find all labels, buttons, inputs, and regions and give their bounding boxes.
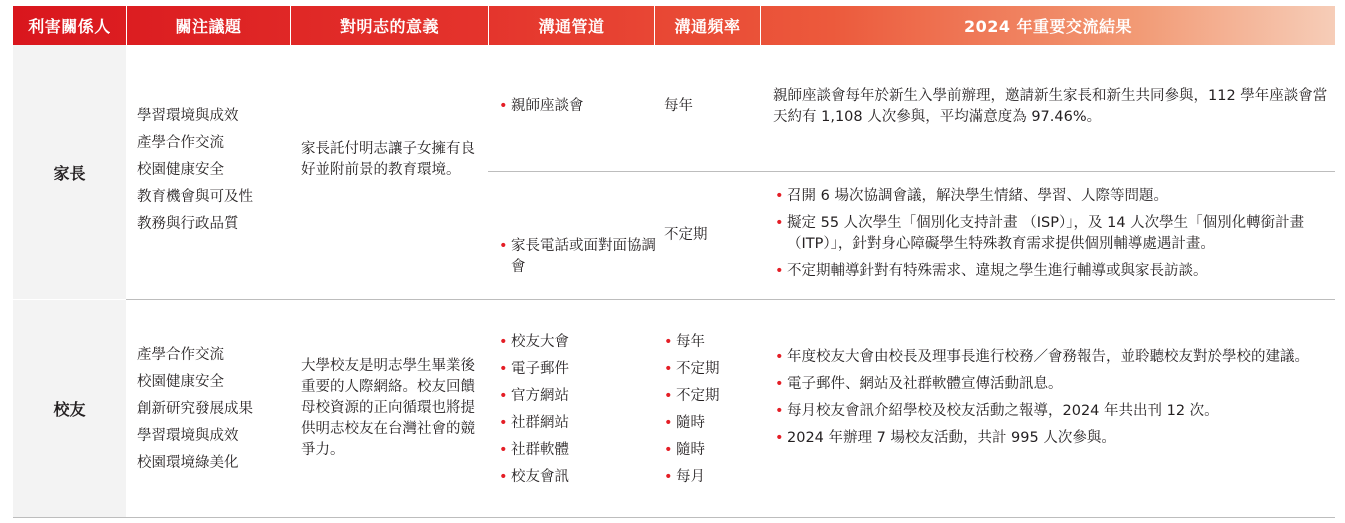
result-item: • 電子郵件、網站及社群軟體宣傳活動訊息。: [773, 374, 1333, 395]
group-cell-alumni: [13, 300, 126, 517]
channel-item: • 社群網站: [497, 410, 647, 437]
channel-item: • 家長電話或面對面協調會: [497, 236, 661, 278]
meaning-alumni: 大學校友是明志學生畢業後重要的人際網絡。校友回饋母校資源的正向循環也將提供明志校友在台灣社會的競爭力。: [301, 358, 475, 458]
result-item: • 2024 年辦理 7 場校友活動，共計 995 人次參與。: [773, 428, 1333, 449]
group-label-alumni: 校友: [53, 400, 86, 419]
frequency-item: • 隨時: [662, 437, 747, 464]
frequencies-list-alumni: [662, 329, 747, 491]
concern-item: 創新研究發展成果: [137, 401, 253, 417]
result-item: • 不定期輔導針對有特殊需求、違規之學生進行輔導或與家長訪談。: [773, 261, 1333, 282]
channels-list-alumni: [497, 329, 647, 491]
channel-item: • 官方網站: [497, 383, 647, 410]
frequency-item: • 每月: [662, 464, 747, 491]
concern-item: 校園健康安全: [137, 162, 224, 178]
result-item: • 每月校友會訊介紹學校及校友活動之報導，2024 年共出刊 12 次。: [773, 401, 1333, 422]
frequency-item: • 不定期: [662, 356, 747, 383]
group-label-parents: 家長: [53, 163, 86, 183]
concern-item: 學習環境與成效: [137, 108, 239, 124]
meaning-parents: 家長託付明志讓子女擁有良好並附前景的教育環境。: [301, 141, 475, 178]
concern-item: 教務與行政品質: [137, 216, 239, 232]
frequency-item: • 隨時: [662, 410, 747, 437]
header-channels: 溝通管道: [538, 17, 605, 36]
channel-item: • 社群軟體: [497, 437, 647, 464]
frequency-item: 不定期: [664, 227, 708, 243]
frequency-item: • 不定期: [662, 383, 747, 410]
channel-item: • 電子郵件: [497, 356, 647, 383]
result-item: • 擬定 55 人次學生「個別化支持計畫 （ISP）」，及 14 人次學生「個別化轉銜計畫 （ITP）」，針對身心障礙學生特殊教育需求提供個別輔導處遇計畫。: [773, 213, 1333, 255]
row-divider: [126, 299, 1335, 300]
concern-item: 產學合作交流: [137, 135, 224, 151]
concern-item: 校園環境綠美化: [137, 455, 239, 471]
concern-item: 學習環境與成效: [137, 428, 239, 444]
header-frequency: 溝通頻率: [674, 17, 741, 36]
channel-item: • 親師座談會: [497, 96, 661, 117]
results-list-parent-meeting: [773, 186, 1333, 288]
header-results: 2024 年重要交流結果: [963, 17, 1133, 36]
channel-item: • 校友大會: [497, 329, 647, 356]
group-cell-parents: [13, 45, 126, 299]
concern-item: 校園健康安全: [137, 374, 224, 390]
result-text-parent-conference: 親師座談會每年於新生入學前辦理，邀請新生家長和新生共同參與，112 學年座談會當天約有 1,108 人次參與，平均滿意度為 97.46%。: [773, 88, 1328, 125]
table-bottom-rule: [13, 517, 1335, 518]
channel-item: • 校友會訊: [497, 464, 647, 491]
result-item: • 召開 6 場次協調會議，解決學生情緒、學習、人際等問題。: [773, 186, 1333, 207]
result-item: • 年度校友大會由校長及理事長進行校務／會務報告，並聆聽校友對於學校的建議。: [773, 347, 1333, 368]
frequency-item: • 每年: [662, 329, 747, 356]
concern-item: 產學合作交流: [137, 347, 224, 363]
header-concerns: 關注議題: [175, 17, 242, 36]
concern-item: 教育機會與可及性: [137, 189, 253, 205]
header-stakeholder: 利害關係人: [28, 17, 111, 36]
header-meaning: 對明志的意義: [339, 17, 439, 36]
concerns-list-parents: [137, 103, 282, 238]
results-list-alumni: [773, 347, 1333, 455]
row-divider: [488, 171, 1335, 172]
concerns-list-alumni: [137, 342, 282, 477]
frequency-item: 每年: [664, 98, 693, 114]
table-header: [13, 6, 1335, 45]
